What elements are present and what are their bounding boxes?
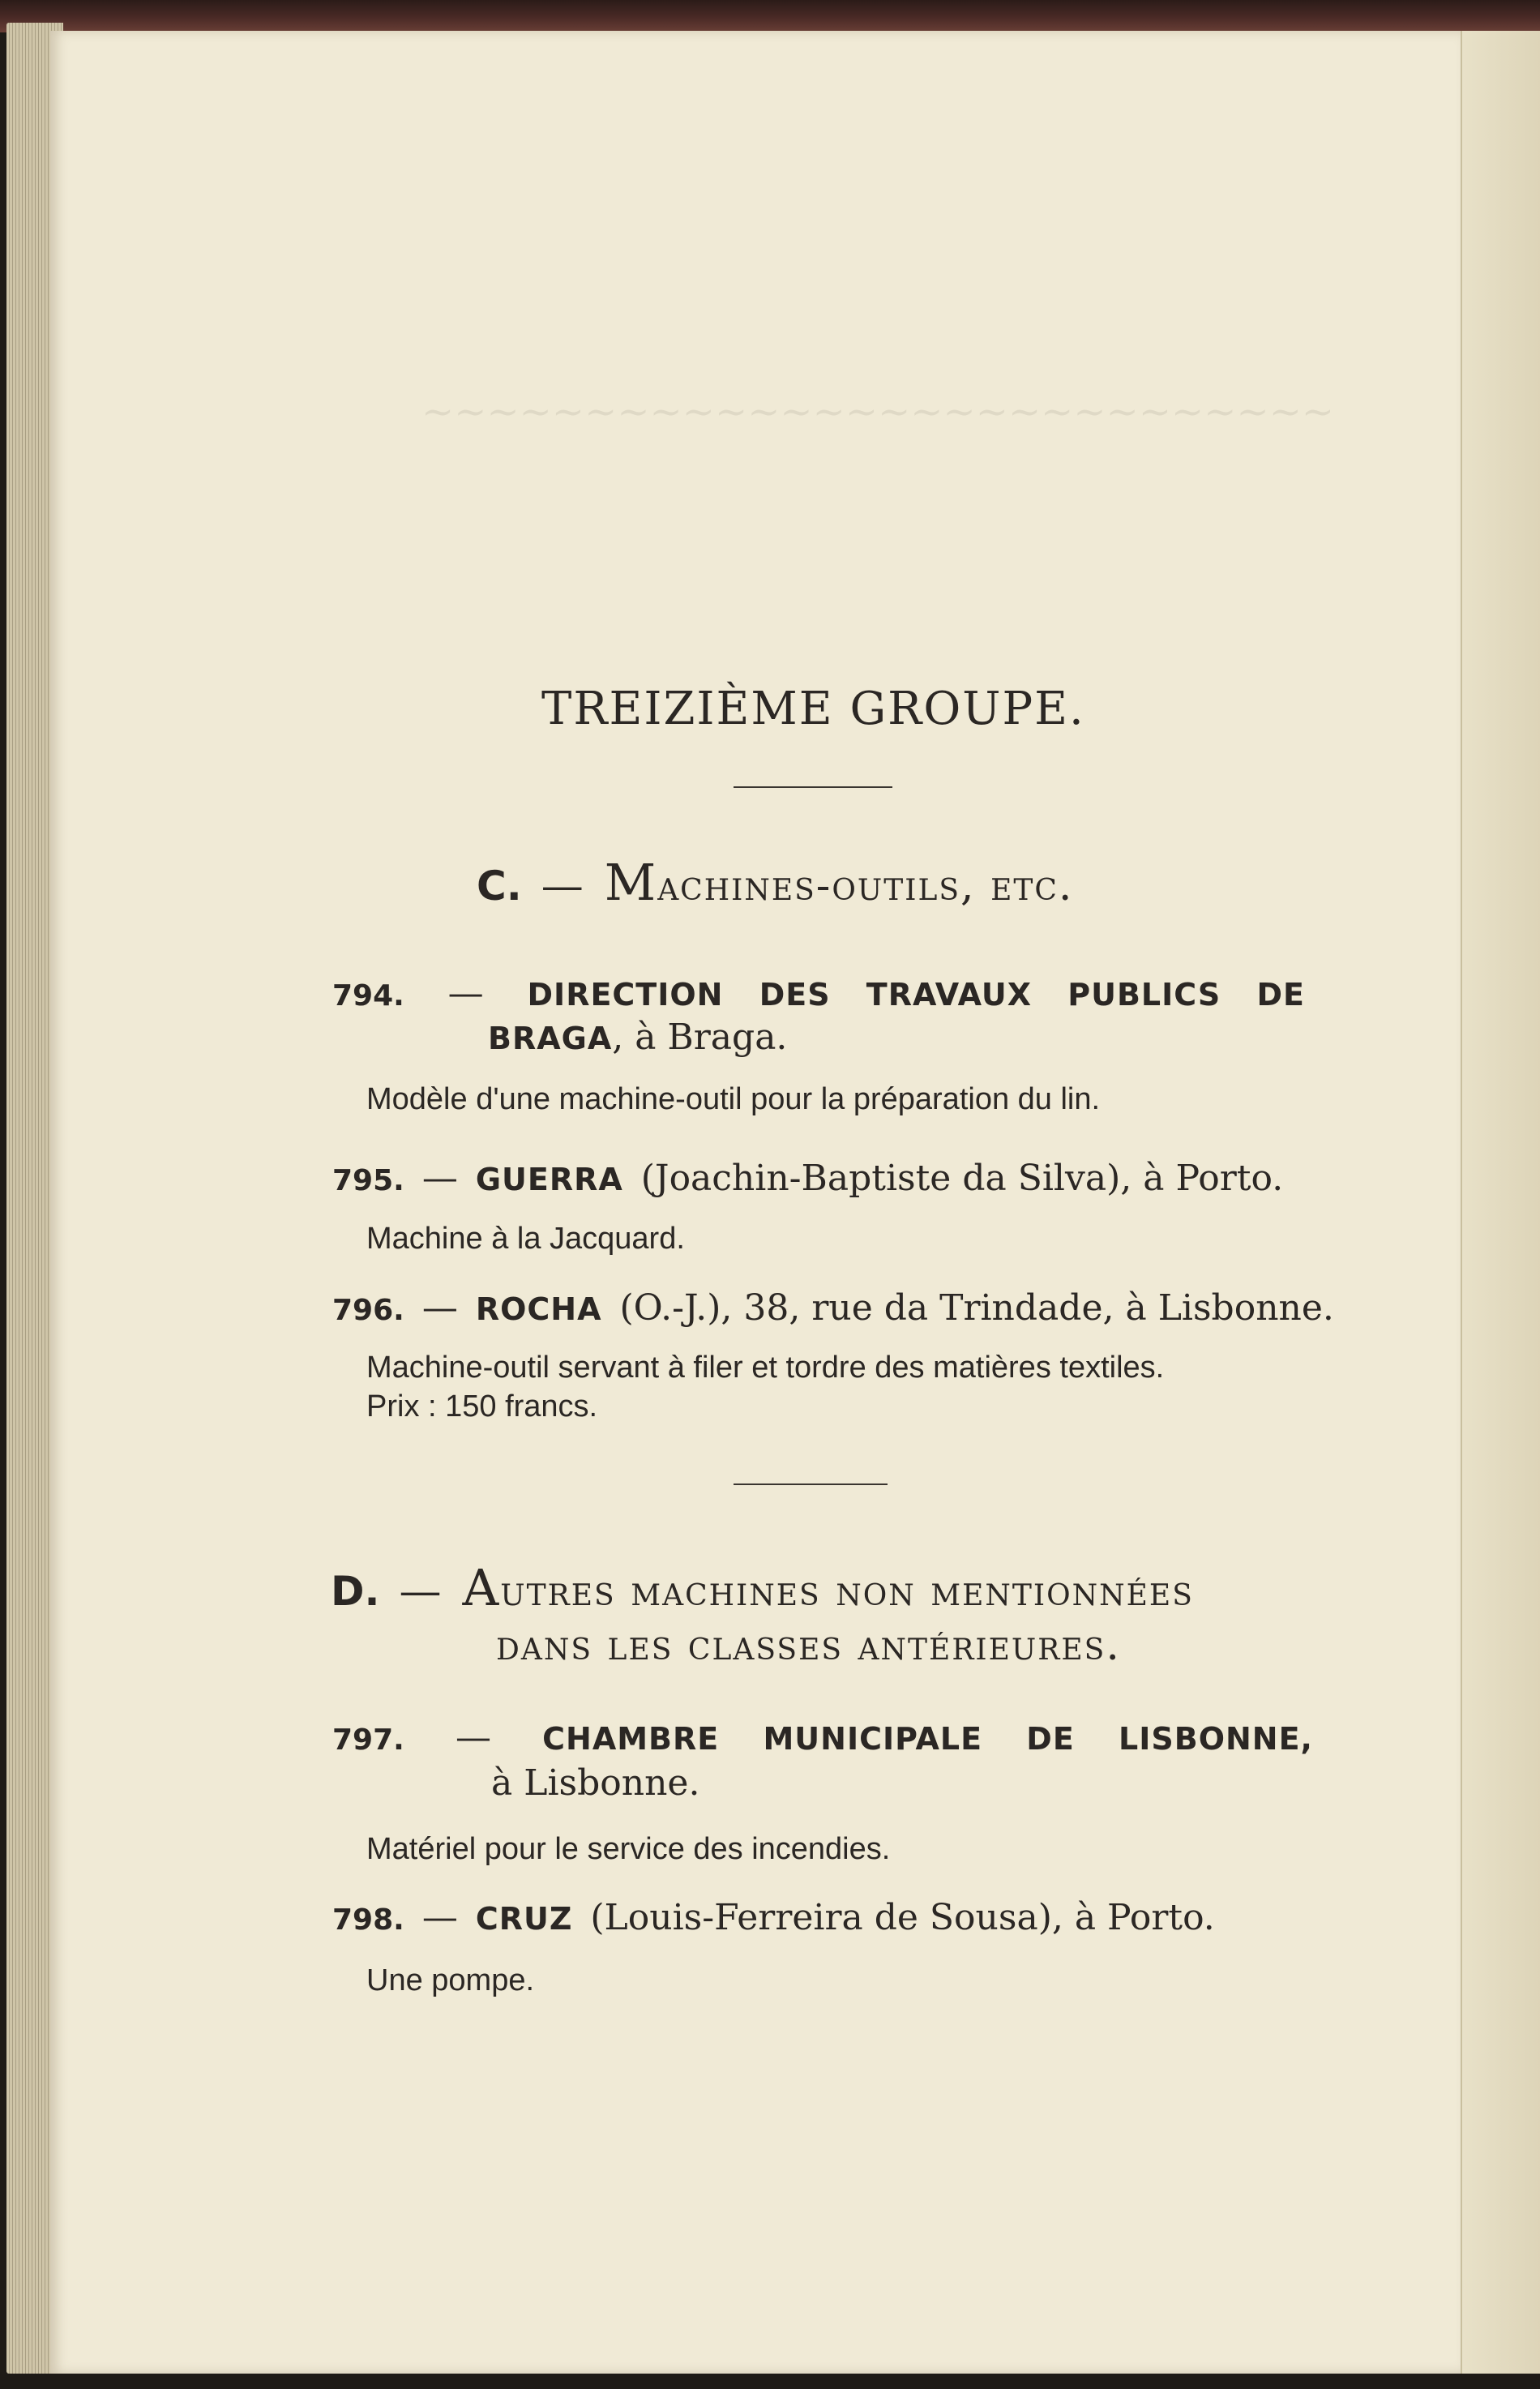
section-title-rest: achines-outils, etc. [657,862,1074,910]
entry-795-description: Machine à la Jacquard. [366,1222,685,1256]
entry-name: ROCHA [475,1291,602,1327]
section-heading-c [477,853,1073,912]
entry-details: (Louis-Ferreira de Sousa), à Porto. [590,1897,1215,1938]
section-d-title-line2: dans les classes antérieures. [496,1621,1121,1670]
entry-794-line2 [488,1017,787,1058]
entry-794-description: Modèle d'une machine-outil pour la préparation du lin. [366,1082,1101,1116]
section-title-initial: A [462,1558,501,1617]
section-heading-d [331,1558,1194,1617]
section-dash: — [541,862,585,910]
entry-dash: — [455,1717,491,1758]
page-title: TREIZIÈME GROUPE. [541,683,1085,735]
entry-name-continued: BRAGA [488,1021,613,1056]
entry-location: , à Braga. [612,1017,788,1058]
entry-795 [332,1158,1283,1199]
entry-798 [332,1897,1215,1938]
entry-number: 795. [332,1164,404,1197]
entry-name: GUERRA [475,1162,623,1197]
entry-name: CHAMBRE MUNICIPALE DE LISBONNE, [542,1721,1313,1757]
entry-797-line1 [332,1717,1313,1758]
entry-796-price: Prix : 150 francs. [366,1389,598,1424]
show-through-shadow: ~~~~~~~~~~~~~~~~~~~~~~~~~~~~ [421,389,1335,435]
section-title-initial: M [604,853,658,912]
entry-797-location: à Lisbonne. [491,1762,700,1804]
facing-page-edge [1461,31,1540,2374]
entry-dash: — [421,1158,458,1199]
entry-797-description: Matériel pour le service des incendies. [366,1832,891,1866]
entry-number: 794. [332,979,404,1013]
section-letter: D. [331,1568,380,1615]
title-rule [734,786,892,788]
entry-796-description: Machine-outil servant à filer et tordre des matières textiles. [366,1351,1165,1385]
book-spine-band [0,0,1540,32]
entry-dash: — [421,1287,458,1329]
entry-796 [332,1287,1334,1329]
section-dash: — [399,1567,443,1616]
entry-name: DIRECTION DES TRAVAUX PUBLICS DE [527,977,1305,1013]
entry-name: CRUZ [475,1901,573,1937]
entry-794-line1 [332,973,1305,1014]
book-page [50,31,1461,2374]
entry-798-description: Une pompe. [366,1963,535,1997]
section-letter: C. [477,863,522,910]
entry-dash: — [421,1897,458,1938]
entry-details: (Joachin-Baptiste da Silva), à Porto. [640,1158,1284,1199]
entry-dash: — [447,973,484,1014]
entry-details: (O.-J.), 38, rue da Trindade, à Lisbonne. [619,1287,1334,1329]
entry-number: 798. [332,1903,404,1937]
section-rule [734,1483,888,1485]
section-title-rest: utres machines non mentionnées [500,1567,1194,1616]
entry-number: 797. [332,1723,404,1757]
entry-number: 796. [332,1294,404,1327]
